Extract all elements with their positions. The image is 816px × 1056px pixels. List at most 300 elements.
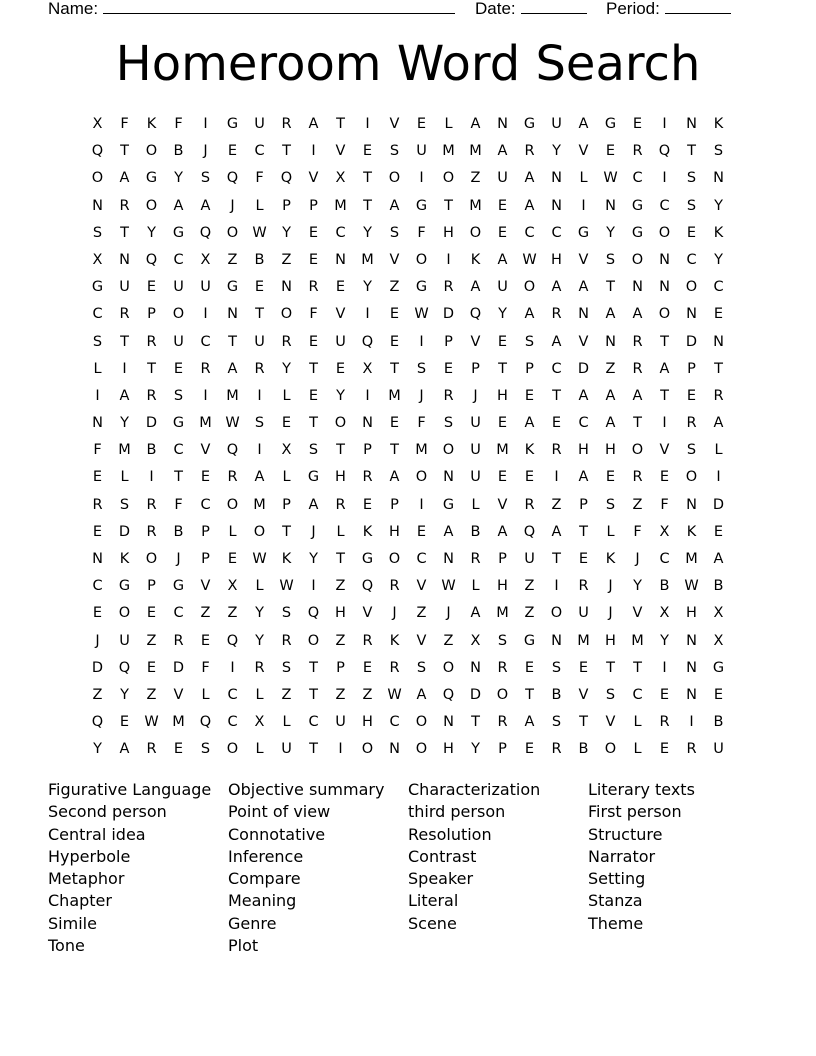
- grid-cell[interactable]: Z: [362, 686, 373, 703]
- grid-cell[interactable]: L: [714, 442, 723, 459]
- grid-cell[interactable]: U: [281, 741, 292, 758]
- grid-cell[interactable]: T: [687, 143, 696, 160]
- grid-cell[interactable]: V: [578, 143, 589, 160]
- grid-cell[interactable]: U: [119, 632, 130, 649]
- grid-cell[interactable]: C: [254, 143, 265, 160]
- grid-cell[interactable]: C: [551, 360, 562, 377]
- grid-cell[interactable]: Z: [281, 251, 292, 268]
- grid-cell[interactable]: X: [281, 442, 292, 459]
- grid-cell[interactable]: R: [686, 415, 697, 432]
- grid-cell[interactable]: G: [523, 116, 536, 132]
- grid-cell[interactable]: C: [578, 415, 589, 432]
- grid-cell[interactable]: I: [419, 333, 424, 350]
- grid-cell[interactable]: G: [442, 496, 455, 513]
- grid-cell[interactable]: N: [686, 659, 697, 676]
- grid-cell[interactable]: N: [497, 116, 508, 132]
- grid-cell[interactable]: J: [95, 632, 100, 649]
- grid-cell[interactable]: E: [389, 415, 400, 432]
- grid-cell[interactable]: L: [93, 360, 102, 377]
- grid-cell[interactable]: I: [662, 170, 667, 187]
- grid-cell[interactable]: G: [577, 224, 590, 241]
- grid-cell[interactable]: P: [201, 551, 210, 567]
- grid-cell[interactable]: S: [443, 415, 454, 432]
- grid-cell[interactable]: V: [470, 333, 481, 350]
- grid-cell[interactable]: B: [659, 578, 670, 595]
- grid-cell[interactable]: C: [173, 442, 184, 459]
- grid-cell[interactable]: R: [254, 659, 265, 676]
- grid-cell[interactable]: R: [146, 496, 157, 513]
- grid-cell[interactable]: A: [524, 306, 535, 323]
- grid-cell[interactable]: Y: [363, 279, 372, 296]
- grid-cell[interactable]: I: [338, 741, 343, 758]
- grid-cell[interactable]: E: [200, 632, 211, 649]
- grid-cell[interactable]: R: [308, 279, 319, 296]
- grid-cell[interactable]: E: [308, 387, 319, 404]
- grid-cell[interactable]: X: [335, 170, 346, 187]
- grid-cell[interactable]: O: [604, 741, 617, 758]
- grid-cell[interactable]: G: [307, 469, 320, 486]
- grid-cell[interactable]: R: [200, 360, 211, 377]
- grid-cell[interactable]: R: [632, 143, 643, 160]
- grid-cell[interactable]: L: [201, 686, 210, 703]
- grid-cell[interactable]: D: [442, 306, 455, 323]
- grid-cell[interactable]: Q: [361, 333, 374, 350]
- grid-cell[interactable]: N: [551, 197, 562, 214]
- grid-cell[interactable]: P: [498, 551, 507, 567]
- grid-cell[interactable]: P: [363, 442, 372, 459]
- grid-cell[interactable]: B: [713, 714, 724, 731]
- grid-cell[interactable]: T: [363, 170, 372, 187]
- grid-cell[interactable]: I: [446, 251, 451, 268]
- grid-cell[interactable]: W: [522, 251, 537, 268]
- grid-cell[interactable]: E: [227, 551, 238, 567]
- grid-cell[interactable]: U: [173, 333, 184, 350]
- grid-cell[interactable]: Z: [524, 605, 535, 622]
- grid-cell[interactable]: A: [551, 523, 562, 540]
- grid-cell[interactable]: O: [469, 224, 482, 241]
- grid-cell[interactable]: X: [713, 605, 724, 622]
- grid-cell[interactable]: P: [579, 496, 588, 513]
- grid-cell[interactable]: W: [225, 415, 240, 432]
- grid-cell[interactable]: Q: [226, 632, 239, 649]
- grid-cell[interactable]: Y: [714, 197, 723, 214]
- grid-cell[interactable]: Y: [336, 387, 345, 404]
- grid-cell[interactable]: U: [470, 415, 481, 432]
- grid-cell[interactable]: V: [659, 442, 670, 459]
- grid-cell[interactable]: U: [497, 170, 508, 187]
- name-field[interactable]: [48, 0, 455, 21]
- grid-cell[interactable]: N: [470, 659, 481, 676]
- grid-cell[interactable]: L: [255, 197, 264, 214]
- grid-cell[interactable]: L: [282, 469, 291, 486]
- grid-cell[interactable]: J: [635, 551, 640, 567]
- grid-cell[interactable]: U: [200, 279, 211, 296]
- grid-cell[interactable]: A: [632, 387, 643, 404]
- grid-cell[interactable]: A: [470, 116, 481, 132]
- grid-cell[interactable]: A: [200, 197, 211, 214]
- grid-cell[interactable]: B: [173, 523, 184, 540]
- grid-cell[interactable]: L: [633, 714, 642, 731]
- grid-cell[interactable]: E: [389, 306, 400, 323]
- grid-cell[interactable]: Z: [146, 686, 157, 703]
- grid-cell[interactable]: U: [551, 116, 562, 132]
- grid-cell[interactable]: B: [470, 523, 481, 540]
- grid-cell[interactable]: K: [470, 251, 481, 268]
- grid-cell[interactable]: P: [147, 578, 156, 595]
- grid-cell[interactable]: E: [605, 143, 616, 160]
- grid-cell[interactable]: O: [226, 741, 239, 758]
- grid-cell[interactable]: T: [606, 659, 615, 676]
- grid-cell[interactable]: M: [334, 197, 347, 214]
- grid-cell[interactable]: S: [281, 659, 292, 676]
- grid-cell[interactable]: T: [120, 224, 129, 241]
- grid-cell[interactable]: V: [200, 578, 211, 595]
- grid-cell[interactable]: C: [632, 170, 643, 187]
- grid-cell[interactable]: T: [309, 360, 318, 377]
- grid-cell[interactable]: M: [577, 632, 590, 649]
- grid-cell[interactable]: Z: [146, 632, 157, 649]
- grid-cell[interactable]: O: [631, 442, 644, 459]
- grid-cell[interactable]: V: [173, 686, 184, 703]
- grid-cell[interactable]: I: [230, 659, 235, 676]
- grid-cell[interactable]: Q: [361, 578, 374, 595]
- grid-cell[interactable]: F: [633, 523, 642, 540]
- grid-cell[interactable]: I: [716, 469, 721, 486]
- grid-cell[interactable]: E: [362, 659, 373, 676]
- grid-cell[interactable]: N: [389, 741, 400, 758]
- grid-cell[interactable]: R: [254, 360, 265, 377]
- grid-cell[interactable]: F: [174, 116, 183, 132]
- grid-cell[interactable]: J: [608, 605, 613, 622]
- grid-cell[interactable]: J: [446, 605, 451, 622]
- grid-cell[interactable]: V: [389, 251, 400, 268]
- grid-cell[interactable]: F: [660, 496, 669, 513]
- grid-cell[interactable]: S: [551, 714, 562, 731]
- grid-cell[interactable]: T: [120, 333, 129, 350]
- grid-cell[interactable]: Z: [443, 632, 454, 649]
- grid-cell[interactable]: W: [252, 224, 267, 241]
- grid-cell[interactable]: I: [365, 387, 370, 404]
- grid-cell[interactable]: A: [578, 116, 589, 132]
- grid-cell[interactable]: Y: [471, 741, 480, 758]
- grid-cell[interactable]: B: [551, 686, 562, 703]
- grid-cell[interactable]: Z: [227, 251, 238, 268]
- grid-cell[interactable]: O: [334, 415, 347, 432]
- grid-cell[interactable]: H: [605, 442, 616, 459]
- grid-cell[interactable]: E: [308, 251, 319, 268]
- grid-cell[interactable]: A: [119, 170, 130, 187]
- grid-cell[interactable]: O: [361, 741, 374, 758]
- grid-cell[interactable]: Q: [199, 224, 212, 241]
- grid-cell[interactable]: E: [713, 523, 724, 540]
- grid-cell[interactable]: S: [389, 224, 400, 241]
- period-blank[interactable]: [665, 0, 731, 14]
- grid-cell[interactable]: R: [632, 333, 643, 350]
- grid-cell[interactable]: V: [416, 578, 427, 595]
- grid-cell[interactable]: P: [147, 306, 156, 323]
- grid-cell[interactable]: R: [389, 578, 400, 595]
- grid-cell[interactable]: B: [173, 143, 184, 160]
- grid-cell[interactable]: E: [254, 279, 265, 296]
- grid-cell[interactable]: L: [471, 496, 480, 513]
- grid-cell[interactable]: D: [469, 686, 482, 703]
- grid-cell[interactable]: U: [470, 442, 481, 459]
- grid-cell[interactable]: A: [443, 523, 454, 540]
- grid-cell[interactable]: X: [92, 251, 103, 268]
- grid-cell[interactable]: E: [659, 741, 670, 758]
- grid-cell[interactable]: X: [713, 632, 724, 649]
- grid-cell[interactable]: Z: [470, 170, 481, 187]
- grid-cell[interactable]: A: [497, 523, 508, 540]
- grid-cell[interactable]: O: [442, 170, 455, 187]
- grid-cell[interactable]: P: [201, 523, 210, 540]
- grid-cell[interactable]: Q: [118, 659, 131, 676]
- grid-cell[interactable]: F: [417, 415, 426, 432]
- grid-cell[interactable]: E: [200, 469, 211, 486]
- grid-cell[interactable]: Z: [200, 605, 211, 622]
- grid-cell[interactable]: T: [363, 197, 372, 214]
- grid-cell[interactable]: E: [389, 333, 400, 350]
- grid-cell[interactable]: R: [443, 279, 454, 296]
- grid-cell[interactable]: G: [172, 415, 185, 432]
- grid-cell[interactable]: Y: [606, 224, 615, 241]
- grid-cell[interactable]: A: [470, 605, 481, 622]
- grid-cell[interactable]: O: [415, 741, 428, 758]
- grid-cell[interactable]: N: [632, 279, 643, 296]
- grid-cell[interactable]: S: [92, 333, 103, 350]
- grid-cell[interactable]: S: [416, 360, 427, 377]
- grid-cell[interactable]: W: [684, 578, 699, 595]
- grid-cell[interactable]: A: [524, 714, 535, 731]
- grid-cell[interactable]: T: [336, 442, 345, 459]
- grid-cell[interactable]: R: [281, 333, 292, 350]
- grid-cell[interactable]: B: [254, 251, 265, 268]
- grid-cell[interactable]: W: [252, 551, 267, 567]
- grid-cell[interactable]: N: [92, 415, 103, 432]
- grid-cell[interactable]: Z: [335, 578, 346, 595]
- grid-cell[interactable]: O: [118, 605, 131, 622]
- grid-cell[interactable]: R: [119, 197, 130, 214]
- grid-cell[interactable]: T: [633, 659, 642, 676]
- grid-cell[interactable]: C: [227, 714, 238, 731]
- grid-cell[interactable]: N: [686, 496, 697, 513]
- grid-cell[interactable]: R: [92, 496, 103, 513]
- grid-cell[interactable]: V: [632, 605, 643, 622]
- grid-cell[interactable]: W: [279, 578, 294, 595]
- grid-cell[interactable]: R: [146, 387, 157, 404]
- grid-cell[interactable]: E: [362, 496, 373, 513]
- period-field[interactable]: [606, 0, 731, 21]
- grid-cell[interactable]: W: [603, 170, 618, 187]
- grid-cell[interactable]: A: [632, 306, 643, 323]
- grid-cell[interactable]: H: [443, 741, 454, 758]
- grid-cell[interactable]: I: [257, 387, 262, 404]
- grid-cell[interactable]: E: [119, 714, 130, 731]
- grid-cell[interactable]: Y: [255, 605, 264, 622]
- grid-cell[interactable]: Q: [226, 170, 239, 187]
- grid-cell[interactable]: T: [471, 714, 480, 731]
- grid-cell[interactable]: U: [254, 333, 265, 350]
- grid-cell[interactable]: X: [254, 714, 265, 731]
- grid-cell[interactable]: N: [605, 197, 616, 214]
- grid-cell[interactable]: X: [470, 632, 481, 649]
- grid-cell[interactable]: E: [659, 686, 670, 703]
- grid-cell[interactable]: A: [605, 387, 616, 404]
- grid-cell[interactable]: E: [605, 469, 616, 486]
- grid-cell[interactable]: N: [659, 279, 670, 296]
- grid-cell[interactable]: J: [392, 605, 397, 622]
- grid-cell[interactable]: D: [118, 523, 131, 540]
- grid-cell[interactable]: C: [551, 224, 562, 241]
- grid-cell[interactable]: Y: [255, 632, 264, 649]
- grid-cell[interactable]: Z: [524, 578, 535, 595]
- grid-cell[interactable]: Y: [93, 741, 102, 758]
- grid-cell[interactable]: O: [145, 197, 158, 214]
- grid-cell[interactable]: S: [686, 170, 697, 187]
- grid-cell[interactable]: M: [388, 387, 401, 404]
- grid-cell[interactable]: A: [227, 360, 238, 377]
- grid-cell[interactable]: D: [172, 659, 185, 676]
- grid-cell[interactable]: E: [443, 360, 454, 377]
- grid-cell[interactable]: W: [441, 578, 456, 595]
- grid-cell[interactable]: G: [523, 632, 536, 649]
- grid-cell[interactable]: C: [200, 333, 211, 350]
- grid-cell[interactable]: M: [496, 605, 509, 622]
- grid-cell[interactable]: V: [335, 143, 346, 160]
- grid-cell[interactable]: M: [685, 551, 698, 567]
- grid-cell[interactable]: X: [659, 605, 670, 622]
- grid-cell[interactable]: G: [712, 659, 725, 676]
- grid-cell[interactable]: R: [173, 632, 184, 649]
- grid-cell[interactable]: V: [335, 306, 346, 323]
- grid-cell[interactable]: E: [497, 333, 508, 350]
- grid-cell[interactable]: T: [525, 686, 534, 703]
- grid-cell[interactable]: M: [469, 197, 482, 214]
- grid-cell[interactable]: G: [145, 170, 158, 187]
- grid-cell[interactable]: R: [389, 659, 400, 676]
- grid-cell[interactable]: O: [523, 279, 536, 296]
- grid-cell[interactable]: Y: [660, 632, 669, 649]
- grid-cell[interactable]: Y: [552, 143, 561, 160]
- grid-cell[interactable]: I: [662, 659, 667, 676]
- grid-cell[interactable]: A: [389, 469, 400, 486]
- grid-cell[interactable]: C: [659, 551, 670, 567]
- grid-cell[interactable]: O: [226, 496, 239, 513]
- grid-cell[interactable]: L: [282, 387, 291, 404]
- grid-cell[interactable]: U: [416, 143, 427, 160]
- grid-cell[interactable]: S: [119, 496, 130, 513]
- grid-cell[interactable]: I: [122, 360, 127, 377]
- grid-cell[interactable]: P: [390, 496, 399, 513]
- grid-cell[interactable]: N: [713, 170, 724, 187]
- grid-cell[interactable]: M: [469, 143, 482, 160]
- grid-cell[interactable]: C: [92, 578, 103, 595]
- grid-cell[interactable]: O: [550, 605, 563, 622]
- grid-cell[interactable]: O: [631, 251, 644, 268]
- grid-cell[interactable]: E: [578, 551, 589, 567]
- grid-cell[interactable]: N: [227, 306, 238, 323]
- grid-cell[interactable]: O: [685, 279, 698, 296]
- grid-cell[interactable]: O: [307, 632, 320, 649]
- grid-cell[interactable]: E: [92, 469, 103, 486]
- grid-cell[interactable]: C: [524, 224, 535, 241]
- grid-cell[interactable]: G: [172, 224, 185, 241]
- grid-cell[interactable]: R: [119, 306, 130, 323]
- grid-cell[interactable]: R: [713, 387, 724, 404]
- grid-cell[interactable]: E: [659, 469, 670, 486]
- grid-cell[interactable]: G: [226, 279, 239, 296]
- grid-cell[interactable]: U: [173, 279, 184, 296]
- grid-cell[interactable]: J: [311, 523, 316, 540]
- grid-cell[interactable]: Z: [335, 632, 346, 649]
- grid-cell[interactable]: I: [662, 116, 667, 132]
- grid-cell[interactable]: G: [631, 197, 644, 214]
- grid-cell[interactable]: E: [524, 741, 535, 758]
- grid-cell[interactable]: V: [416, 632, 427, 649]
- grid-cell[interactable]: P: [498, 741, 507, 758]
- grid-cell[interactable]: S: [308, 442, 319, 459]
- grid-cell[interactable]: M: [226, 387, 239, 404]
- grid-cell[interactable]: Z: [416, 605, 427, 622]
- grid-cell[interactable]: T: [309, 659, 318, 676]
- grid-cell[interactable]: L: [255, 578, 264, 595]
- grid-cell[interactable]: T: [120, 143, 129, 160]
- grid-cell[interactable]: R: [227, 469, 238, 486]
- grid-cell[interactable]: A: [578, 387, 589, 404]
- grid-cell[interactable]: D: [685, 333, 698, 350]
- grid-cell[interactable]: I: [554, 578, 559, 595]
- grid-cell[interactable]: U: [254, 116, 265, 132]
- grid-cell[interactable]: U: [335, 714, 346, 731]
- grid-cell[interactable]: R: [497, 659, 508, 676]
- grid-cell[interactable]: T: [714, 360, 723, 377]
- grid-cell[interactable]: C: [389, 714, 400, 731]
- grid-cell[interactable]: N: [551, 632, 562, 649]
- grid-cell[interactable]: T: [633, 415, 642, 432]
- grid-cell[interactable]: H: [578, 442, 589, 459]
- grid-cell[interactable]: E: [416, 523, 427, 540]
- grid-cell[interactable]: R: [146, 741, 157, 758]
- grid-cell[interactable]: P: [282, 496, 291, 513]
- grid-cell[interactable]: V: [200, 442, 211, 459]
- grid-cell[interactable]: K: [524, 442, 535, 459]
- grid-cell[interactable]: N: [362, 415, 373, 432]
- grid-cell[interactable]: J: [230, 197, 235, 214]
- grid-cell[interactable]: N: [686, 632, 697, 649]
- grid-cell[interactable]: E: [146, 659, 157, 676]
- grid-cell[interactable]: I: [257, 442, 262, 459]
- grid-cell[interactable]: Q: [280, 170, 293, 187]
- grid-cell[interactable]: U: [713, 741, 724, 758]
- grid-cell[interactable]: R: [578, 578, 589, 595]
- grid-cell[interactable]: Y: [498, 306, 507, 323]
- grid-cell[interactable]: E: [524, 659, 535, 676]
- grid-cell[interactable]: A: [524, 170, 535, 187]
- grid-cell[interactable]: R: [281, 632, 292, 649]
- grid-cell[interactable]: Y: [633, 578, 642, 595]
- grid-cell[interactable]: H: [362, 714, 373, 731]
- grid-cell[interactable]: R: [281, 116, 292, 132]
- grid-cell[interactable]: T: [309, 415, 318, 432]
- grid-cell[interactable]: W: [414, 306, 429, 323]
- grid-cell[interactable]: A: [119, 741, 130, 758]
- grid-cell[interactable]: S: [605, 496, 616, 513]
- grid-cell[interactable]: Z: [281, 686, 292, 703]
- grid-cell[interactable]: J: [473, 387, 478, 404]
- grid-cell[interactable]: S: [173, 387, 184, 404]
- grid-cell[interactable]: E: [524, 387, 535, 404]
- grid-cell[interactable]: N: [335, 251, 346, 268]
